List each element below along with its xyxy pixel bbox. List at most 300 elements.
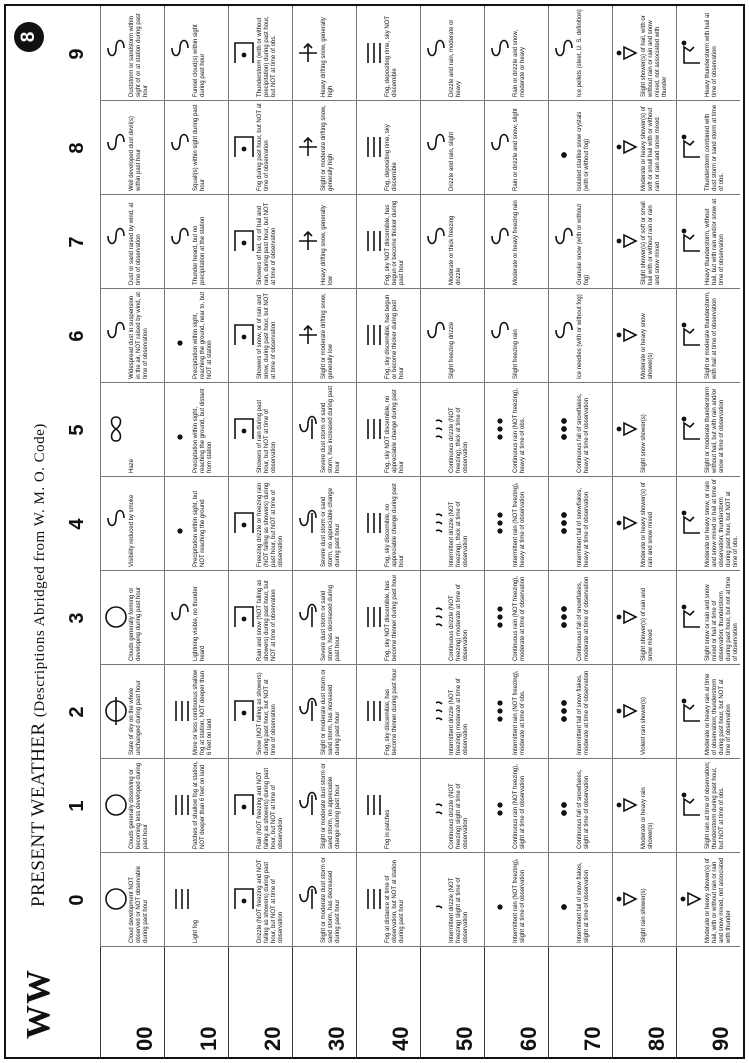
weather-cell: [100, 383, 164, 477]
weather-cell: [100, 7, 164, 101]
weather-symbol-icon: [103, 477, 129, 570]
weather-cell: [484, 571, 548, 665]
weather-cell: [100, 759, 164, 853]
column-number: 9: [66, 48, 88, 60]
weather-symbol-icon: [551, 571, 577, 664]
page-title: [28, 423, 50, 907]
weather-symbol-icon: [679, 101, 705, 194]
weather-cell: [100, 853, 164, 947]
weather-cell: [612, 195, 676, 289]
weather-symbol-icon: [167, 759, 193, 852]
weather-description: Ice pellets (sleet, U. S. definition): [577, 9, 583, 97]
weather-symbol-icon: [423, 665, 449, 758]
weather-description: Fog, sky discernible, has begun or become thicker during past hour: [385, 294, 405, 379]
weather-symbol-icon: [551, 853, 577, 946]
weather-description: Intermittent fall of snow flakes, moderate at time of observation: [577, 670, 590, 755]
weather-description: Severe dust storm or sand storm, has increased during past hour: [321, 385, 341, 473]
weather-cell: [612, 571, 676, 665]
weather-symbol-icon: [423, 571, 449, 664]
weather-description: Heavy drifting snow, generally low: [321, 205, 334, 285]
weather-cell: [484, 665, 548, 759]
weather-cell: [612, 853, 676, 947]
weather-symbol-icon: [359, 759, 385, 852]
weather-cell: [548, 101, 612, 195]
weather-symbol-icon: [679, 571, 705, 664]
weather-symbol-icon: [423, 7, 449, 100]
weather-cell: [356, 853, 420, 947]
weather-symbol-icon: [423, 195, 449, 288]
weather-cell: [612, 101, 676, 195]
weather-description: Heavy thunderstorm with hail at time of observation: [705, 12, 718, 97]
weather-symbol-icon: [359, 289, 385, 382]
weather-symbol-icon: [615, 383, 641, 476]
weather-symbol-icon: [167, 101, 193, 194]
weather-description: Clouds generally forming or developing during past hour: [129, 586, 142, 661]
weather-cell: [228, 665, 292, 759]
weather-symbol-icon: [615, 477, 641, 570]
weather-description: Isolated starlike snow crystals (with or without fog): [577, 111, 590, 191]
weather-symbol-icon: [487, 477, 513, 570]
weather-symbol-icon: [295, 289, 321, 382]
weather-symbol-icon: [487, 383, 513, 476]
weather-cell: [228, 571, 292, 665]
weather-symbol-icon: [103, 289, 129, 382]
weather-cell: [292, 759, 356, 853]
weather-description: Fog in patches: [385, 809, 391, 849]
weather-description: Squall(s) within sight during past hour: [193, 104, 206, 191]
weather-description: Slight snow shower(s): [641, 414, 647, 473]
weather-cell: [548, 571, 612, 665]
weather-symbol-icon: [487, 7, 513, 100]
weather-symbol-icon: [487, 759, 513, 852]
weather-cell: [100, 571, 164, 665]
weather-cell: [676, 665, 740, 759]
weather-symbol-icon: [551, 383, 577, 476]
weather-cell: [292, 7, 356, 101]
weather-cell: [484, 759, 548, 853]
weather-description: State of sky on the whole unchanged during past hour: [129, 680, 142, 755]
weather-cell: [228, 759, 292, 853]
weather-symbol-icon: [679, 477, 705, 570]
weather-symbol-icon: [359, 665, 385, 758]
weather-symbol-icon: [295, 571, 321, 664]
weather-description: Dust or sand raised by wind, at time of observation: [129, 202, 142, 285]
weather-symbol-icon: [359, 195, 385, 288]
row-label: 90: [708, 1026, 733, 1051]
weather-symbol-icon: [487, 665, 513, 758]
subtitle-text: (Descriptions Abridged from W. M. O. Code): [32, 423, 48, 718]
weather-description: Moderate or heavy snow shower(s): [641, 313, 654, 379]
weather-cell: [548, 289, 612, 383]
weather-description: Fog, sky NOT discernible, has become thinner during past hour: [385, 574, 398, 661]
weather-cell: [164, 853, 228, 947]
weather-symbol-icon: [295, 383, 321, 476]
weather-symbol-icon: [167, 289, 193, 382]
column-number: 7: [66, 236, 88, 248]
weather-symbol-icon: [103, 665, 129, 758]
row-label: 00: [132, 1026, 157, 1051]
weather-description: Fog during past hour, but NOT at time of observation: [257, 103, 270, 191]
weather-cell: [292, 289, 356, 383]
weather-cell: [420, 383, 484, 477]
weather-description: Continuous fall of snowflakes, slight at time of observation: [577, 769, 590, 849]
weather-symbol-icon: [359, 101, 385, 194]
weather-symbol-icon: [167, 571, 193, 664]
weather-symbol-icon: [679, 195, 705, 288]
row-label: 30: [324, 1026, 349, 1051]
weather-cell: [612, 665, 676, 759]
weather-description: Thunder heard, but no precipitation at the station: [193, 216, 206, 285]
weather-symbol-icon: [231, 477, 257, 570]
weather-description: Fog, sky NOT discernible, no appreciable change during past hour: [385, 389, 405, 473]
weather-symbol-icon: [295, 665, 321, 758]
weather-cell: [356, 195, 420, 289]
weather-symbol-icon: [231, 571, 257, 664]
weather-description: Intermittent drizzle (NOT freezing) moderate at time of observation: [449, 678, 469, 755]
weather-description: Severe dust storm or sand storm, has decreased during past hour: [321, 584, 341, 661]
weather-cell: [356, 477, 420, 571]
column-number: 6: [66, 330, 88, 342]
weather-symbol-icon: [551, 195, 577, 288]
weather-symbol-icon: [231, 759, 257, 852]
weather-description: Freezing drizzle or freezing rain (NOT falling as showers) during past hour, but NOT at time of observation: [257, 482, 284, 567]
weather-description: Fog, sky NOT discernible, has begun or become thicker during past hour: [385, 200, 405, 285]
weather-description: Intermittent rain (NOT freezing), slight at time of observation: [513, 858, 526, 943]
weather-cell: [292, 665, 356, 759]
weather-description: Slight or moderate drifting snow, generally low: [321, 293, 334, 379]
weather-cell: [292, 571, 356, 665]
weather-symbol-icon: [231, 101, 257, 194]
weather-symbol-icon: [295, 853, 321, 946]
weather-symbol-icon: [487, 195, 513, 288]
weather-cell: [292, 383, 356, 477]
weather-symbol-icon: [103, 7, 129, 100]
weather-symbol-icon: [551, 7, 577, 100]
weather-description: Drizzle (NOT freezing and NOT falling as showers) during past hour, but NOT at time of observation: [257, 859, 284, 943]
weather-symbol-icon: [679, 853, 705, 946]
weather-cell: [676, 101, 740, 195]
weather-cell: [484, 477, 548, 571]
weather-description: Slight shower(s) of hail, with or without rain or rain and snow mixed, not associated with thunder: [641, 15, 668, 97]
weather-description: Thunderstorm (with or without precipitation) during past hour, but NOT at time of obs.: [257, 16, 277, 97]
weather-description: Precipitation within sight, reaching the ground, but distant from station: [193, 388, 213, 473]
weather-description: Slight or moderate drifting snow, generally high: [321, 105, 334, 191]
weather-cell: [100, 101, 164, 195]
weather-description: Moderate or heavy shower(s) of soft or small hail with or without rain or rain and snow mixed: [641, 106, 661, 191]
weather-description: Showers of rain during past hour, but NOT at time of observation: [257, 399, 277, 473]
weather-cell: [356, 101, 420, 195]
weather-symbol-icon: [103, 101, 129, 194]
weather-symbol-icon: [423, 477, 449, 570]
weather-cell: [164, 571, 228, 665]
weather-description: Granular snow (with or without fog): [577, 203, 590, 285]
weather-description: Widespread dust in suspension in the air, NOT raised by wind, at time of observation: [129, 292, 149, 379]
weather-description: Slight shower(s) of soft or small hail with or without rain or rain and snow mixed: [641, 201, 661, 285]
weather-symbol-icon: [423, 759, 449, 852]
weather-cell: [164, 477, 228, 571]
weather-description: Intermittent fall of snow flakes, slight at time of observation: [577, 862, 590, 943]
weather-cell: [676, 383, 740, 477]
weather-symbol-icon: [551, 665, 577, 758]
weather-description: Violent rain shower(s): [641, 697, 647, 755]
weather-cell: [612, 759, 676, 853]
column-number: 8: [66, 142, 88, 154]
weather-cell: [164, 7, 228, 101]
title-text: PRESENT WEATHER: [28, 722, 49, 907]
weather-description: More or less continuous shallow fog at station, NOT deeper than 6 feet on land: [193, 669, 213, 755]
weather-symbol-icon: [487, 101, 513, 194]
weather-symbol-icon: [359, 853, 385, 946]
weather-description: Moderate or heavy shower(s) of rain and snow mixed: [641, 482, 654, 567]
weather-symbol-icon: [167, 477, 193, 570]
weather-cell: [164, 101, 228, 195]
weather-description: Snow (NOT falling as showers) during past hour, but NOT at time of observation: [257, 672, 277, 755]
weather-cell: [292, 195, 356, 289]
weather-cell: [164, 383, 228, 477]
column-header: [66, 7, 100, 947]
weather-description: Continuous drizzle (NOT freezing) slight at time of observation: [449, 783, 469, 849]
weather-symbol-icon: [423, 101, 449, 194]
weather-symbol-icon: [295, 477, 321, 570]
weather-symbol-icon: [551, 289, 577, 382]
weather-symbol-icon: [551, 759, 577, 852]
weather-cell: [164, 195, 228, 289]
weather-description: Moderate or heavy rain shower(s): [641, 787, 654, 849]
weather-cell: [420, 7, 484, 101]
weather-cell: [484, 853, 548, 947]
weather-cell: [612, 383, 676, 477]
weather-cell: [420, 101, 484, 195]
weather-description: Slight or moderate dust storm or sand storm, has decreased during past hour: [321, 857, 341, 943]
weather-description: Showers of snow, or of rain and snow, during past hour, but NOT at time of observation: [257, 293, 277, 379]
column-number: 5: [66, 424, 88, 436]
weather-description: Slight snow or rain and snow mixed or hail at time of observation; thunderstorm during past hour, but not at time of observation: [705, 576, 739, 661]
weather-cell: [292, 101, 356, 195]
weather-symbol-icon: [167, 383, 193, 476]
weather-cell: [676, 571, 740, 665]
weather-cell: [164, 665, 228, 759]
weather-cell: [548, 477, 612, 571]
weather-description: Continuous rain (NOT freezing), slight at time of observation: [513, 764, 526, 849]
weather-description: Continuous fall of snowflakes, moderate at time of observation: [577, 576, 590, 661]
weather-symbol-icon: [167, 665, 193, 758]
weather-description: Continuous fall of snowflakes, heavy at time of observation: [577, 393, 590, 473]
weather-cell: [420, 195, 484, 289]
weather-description: Severe dust storm or sand storm, no appreciable change during past hour: [321, 487, 341, 567]
weather-cell: [356, 289, 420, 383]
weather-cell: [356, 759, 420, 853]
weather-symbol-icon: [551, 477, 577, 570]
weather-description: Precipitation within sight, but NOT reaching the ground: [193, 490, 206, 567]
weather-cell: [484, 383, 548, 477]
weather-description: Intermittent drizzle (NOT freezing), thick at time of observation: [449, 501, 469, 567]
weather-symbol-icon: [615, 195, 641, 288]
weather-cell: [356, 571, 420, 665]
weather-cell: [164, 759, 228, 853]
weather-cell: [548, 195, 612, 289]
weather-symbol-icon: [231, 665, 257, 758]
weather-cell: [612, 7, 676, 101]
weather-symbol-icon: [423, 289, 449, 382]
row-label: 50: [452, 1026, 477, 1051]
column-number: 4: [66, 518, 88, 530]
weather-cell: [420, 853, 484, 947]
weather-cell: [228, 7, 292, 101]
weather-description: Slight rain shower(s): [641, 888, 647, 943]
weather-description: Heavy thunderstorm, without hail, but with rain and/or snow at time of observation: [705, 198, 725, 285]
weather-cell: [484, 289, 548, 383]
weather-description: Clouds generally dissolving or becoming less developed during past hour: [129, 762, 149, 849]
weather-description: Intermittent drizzle (NOT freezing) slight at time of observation: [449, 877, 469, 943]
weather-description: Intermittent fall of snowflakes, heavy at time of observation: [577, 487, 590, 567]
weather-cell: [676, 759, 740, 853]
weather-symbol-icon: [359, 383, 385, 476]
weather-cell: [676, 853, 740, 947]
weather-symbol-icon: [103, 571, 129, 664]
weather-description: Continuous drizzle (NOT freezing) moderate at time of observation: [449, 584, 469, 661]
weather-description: Fog at distance at time of observation, but NOT at station during past hour: [385, 860, 405, 943]
weather-cell: [484, 195, 548, 289]
weather-symbol-icon: [679, 665, 705, 758]
weather-description: Moderate or heavy snow, or rain and snow mixed or hail at time of observation; thunderstorm during past hour, but NOT at time of obs.: [705, 479, 739, 567]
weather-symbol-icon: [167, 195, 193, 288]
weather-description: Precipitation within sight, reaching the ground, near to, but NOT at station: [193, 291, 213, 379]
weather-symbol-icon: [359, 7, 385, 100]
weather-symbol-icon: [103, 759, 129, 852]
weather-description: Duststorm or sandstorm within sight of or at station during past hour: [129, 13, 149, 97]
weather-cell: [420, 759, 484, 853]
weather-description: Fog, depositing rime, sky discernible: [385, 124, 398, 191]
weather-cell: [548, 665, 612, 759]
weather-description: Slight freezing rain: [513, 329, 519, 379]
weather-symbol-icon: [231, 195, 257, 288]
weather-symbol-icon: [231, 7, 257, 100]
row-label: 80: [644, 1026, 669, 1051]
weather-description: Thunderstorm combined with dust storm or sand storm at time of obs.: [705, 104, 725, 191]
weather-cell: [100, 665, 164, 759]
weather-description: Slight shower(s) of rain and snow mixed: [641, 587, 654, 661]
weather-cell: [356, 665, 420, 759]
column-number: 1: [66, 800, 88, 812]
weather-cell: [164, 289, 228, 383]
weather-grid: [100, 6, 743, 1057]
row-label: 70: [580, 1026, 605, 1051]
weather-description: Slight rain at time of observation; thunderstorm during past hour, but NOT at time of obs.: [705, 761, 725, 849]
weather-symbol-icon: [103, 195, 129, 288]
weather-cell: [420, 665, 484, 759]
weather-symbol-icon: [423, 383, 449, 476]
weather-symbol-icon: [679, 383, 705, 476]
weather-symbol-icon: [359, 571, 385, 664]
weather-symbol-icon: [679, 7, 705, 100]
weather-description: Rain and snow (NOT falling as showers) during past hour, but NOT at time of observation: [257, 579, 277, 661]
weather-symbol-icon: [615, 289, 641, 382]
row-label: 20: [260, 1026, 285, 1051]
rotated-sheet: [4, 4, 745, 1059]
weather-description: Drizzle and rain, slight: [449, 131, 455, 191]
weather-cell: [484, 101, 548, 195]
weather-symbol-icon: [103, 383, 129, 476]
weather-symbol-icon: [359, 477, 385, 570]
weather-description: Patches of shallow fog at station, NOT deeper than 6 feet on land: [193, 761, 206, 849]
weather-cell: [356, 7, 420, 101]
weather-description: Moderate or heavy rain at time of observation; thunderstorm during past hour, but NOT at time of observation: [705, 673, 732, 755]
weather-description: Fog, depositing rime, sky NOT discernible: [385, 16, 398, 97]
column-number: 2: [66, 706, 88, 718]
title-row: [6, 6, 66, 1057]
weather-description: Light fog: [193, 919, 199, 943]
weather-description: Continuous rain (NOT freezing), heavy at time of obs.: [513, 388, 526, 473]
weather-symbol-icon: [679, 759, 705, 852]
weather-description: Slight or moderate thunderstorm without hail, but with rain and/or snow at time of observation: [705, 386, 725, 473]
weather-symbol-icon: [551, 101, 577, 194]
weather-symbol-icon: [167, 853, 193, 946]
weather-description: Showers of hail, or of hail and rain, during past hour, but NOT at time of observation: [257, 202, 277, 285]
weather-symbol-icon: [231, 853, 257, 946]
weather-description: Moderate or heavy freezing rain: [513, 200, 519, 285]
weather-description: Rain or drizzle and snow, slight: [513, 108, 519, 191]
weather-cell: [228, 853, 292, 947]
weather-cell: [612, 289, 676, 383]
weather-symbol-icon: [295, 195, 321, 288]
weather-cell: [548, 7, 612, 101]
page-number-badge: 8: [14, 22, 44, 52]
weather-cell: [612, 477, 676, 571]
weather-cell: [228, 289, 292, 383]
weather-description: Continuous rain (NOT freezing), moderate at time of observation: [513, 576, 526, 661]
weather-description: Intermittent rain (NOT freezing), heavy at time of observation: [513, 482, 526, 567]
weather-symbol-icon: [231, 289, 257, 382]
weather-cell: [548, 853, 612, 947]
weather-cell: [228, 195, 292, 289]
weather-cell: [420, 477, 484, 571]
weather-cell: [676, 195, 740, 289]
weather-cell: [100, 195, 164, 289]
weather-description: Well developed dust devil(s) within past hour: [129, 116, 142, 191]
weather-cell: [356, 383, 420, 477]
weather-symbol-icon: [295, 7, 321, 100]
ww-heading: WW: [20, 969, 57, 1039]
weather-description: Slight or moderate dust storm or sand storm, has increased during past hour: [321, 669, 341, 755]
weather-cell: [484, 7, 548, 101]
weather-description: Fog, sky discernible, no appreciable change during past hour: [385, 483, 405, 567]
row-label: 10: [196, 1026, 221, 1051]
weather-symbol-icon: [679, 289, 705, 382]
weather-symbol-icon: [167, 7, 193, 100]
weather-description: Intermittent rain (NOT freezing), moderate at time of obs.: [513, 670, 526, 755]
weather-description: Lightning visible, no thunder heard: [193, 586, 206, 661]
weather-symbol-icon: [103, 853, 129, 946]
weather-cell: [228, 101, 292, 195]
weather-symbol-icon: [615, 853, 641, 946]
weather-cell: [676, 289, 740, 383]
chart-page: [4, 4, 745, 1059]
weather-symbol-icon: [487, 571, 513, 664]
weather-symbol-icon: [231, 383, 257, 476]
weather-cell: [228, 383, 292, 477]
weather-cell: [548, 383, 612, 477]
weather-cell: [292, 477, 356, 571]
weather-symbol-icon: [615, 665, 641, 758]
weather-description: Cloud development NOT observed or NOT observable during past hour: [129, 866, 149, 943]
weather-description: Rain or drizzle and snow, moderate or heavy: [513, 29, 526, 97]
weather-symbol-icon: [295, 101, 321, 194]
weather-cell: [420, 571, 484, 665]
weather-description: Slight freezing drizzle: [449, 321, 455, 379]
weather-description: Moderate or heavy shower(s) of hail, with or without rain or rain and snow mixed, not associated with thunder: [705, 857, 732, 943]
weather-cell: [292, 853, 356, 947]
weather-symbol-icon: [423, 853, 449, 946]
